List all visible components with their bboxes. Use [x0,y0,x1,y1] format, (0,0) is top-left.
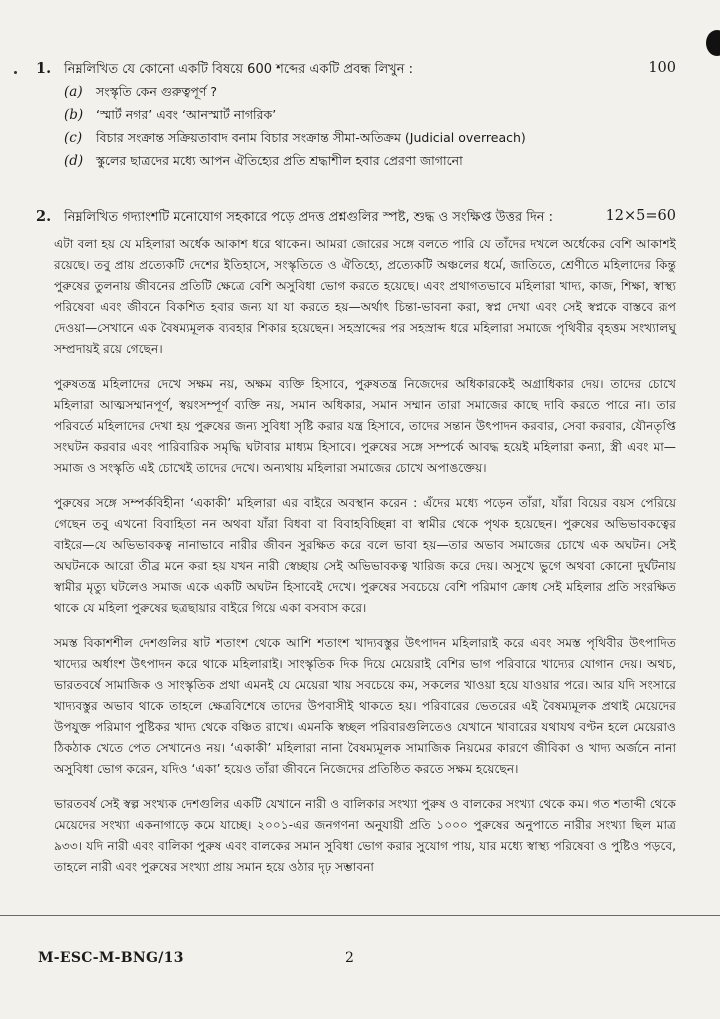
paper-code: M-ESC-M-BNG/13 [38,950,184,966]
question-1-prompt: নিম্নলিখিত যে কোনো একটি বিষয়ে 600 শব্দের একটি প্রবন্ধ লিখুন : [64,62,413,77]
binding-hole-mark [706,30,720,56]
passage-paragraph-4: সমস্ত বিকাশশীল দেশগুলির ষাট শতাংশ থেকে আশি শতাংশ খাদ্যবস্তুর উৎপাদন মহিলারাই করে এবং সমস্ত পৃথিবীর উৎপাদিত খাদ্যের অর্ধাংশ উৎপাদন করে থাকে মহিলারাই। সাংস্কৃতিক দিক দিয়ে মেয়েরাই বেশির ভাগ পরিবারে খাদ্যের যোগান দেয়। অথচ, ভারতবর্ষে সামাজিক ও সাংস্কৃতিক প্রথা এমনই যে মেয়েরা খায় সবচেয়ে কম, সকলের খাওয়া হয়ে যাওয়ার পরে। আর যদি সংসারে খাদ্যবস্তুর অভাব থাকে তাহলে ক্ষেত্রবিশেষে তাদের উপবাসীই থাকতে হয়। পরিবারের ভেতরের এই বৈষম্যমূলক প্রথাই মেয়েদের উপযুক্ত পরিমাণ পুষ্টিকর খাদ্য থেকে বঞ্চিত রাখে। এমনকি স্বচ্ছল পরিবারগুলিতেও যেখানে খাবারের যথাযথ বণ্টন হলে মেয়েরাও ঠিকঠাক খেতে পেত সেখানেও নয়। ‘একাকী’ মহিলারা নানা বৈষম্যমূলক সামাজিক নিয়মের কারণে জীবিকা ও খাদ্য অর্জনে নানা অসুবিধা ভোগ করেন, যদিও ‘একা’ হয়েও তাঁরা জীবনে নিজেদের প্রতিষ্ঠিত করতে সক্ষম হয়েছেন। [54,636,676,776]
option-c [64,128,676,148]
question-2-marks: 12×5=60 [605,208,676,224]
passage-paragraph-2: পুরুষতন্ত্র মহিলাদের দেখে সক্ষম নয়, অক্ষম ব্যক্তি হিসাবে, পুরুষতন্ত্র নিজেদের অধিকারকেই অগ্রাধিকার দেয়। তাদের চোখে মহিলারা আত্মসম্মানপূর্ণ, স্বয়ংসম্পূর্ণ ব্যক্তি নয়, সমান অধিকার, সমান সম্মান তারা সমাজের কাছে দাবি করতে পারে না। তার পরিবর্তে মহিলাদের দেখা হয় পুরুষের জন্য সুবিধা সৃষ্টি করার যন্ত্র হিসাবে, তাদের সন্তান উৎপাদন করবার, সেবা করবার, যৌনতৃপ্তি সংঘটন করবার এবং পারিবারিক সমৃদ্ধি ঘটাবার মাধ্যম হিসাবে। পুরুষের সঙ্গে সম্পর্কে আবদ্ধ হয়েই মহিলারা কন্যা, স্ত্রী এবং মা—সমাজ ও সংস্কৃতি এই চোখেই তাদের দেখে। অন্যথায় মহিলারা সমাজের চোখে অপাঙক্তেয়। [54,377,676,475]
question-1-marks: 100 [648,60,676,76]
option-c-text: বিচার সংক্রান্ত সক্রিয়তাবাদ বনাম বিচার সংক্রান্ত সীমা-অতিক্রম (Judicial overreach) [96,130,526,145]
option-a-text: সংস্কৃতি কেন গুরুত্বপূর্ণ ? [96,84,218,99]
option-b [64,105,676,125]
question-2-number: 2. [36,208,52,225]
question-1 [36,60,676,174]
option-d-text: স্কুলের ছাত্রদের মধ্যে আপন ঐতিহ্যের প্রতি শ্রদ্ধাশীল হবার প্রেরণা জাগানো [96,153,463,168]
option-d-label: (d) [64,153,84,169]
margin-dot [14,71,17,74]
option-a [64,82,676,102]
option-c-label: (c) [64,130,83,146]
option-b-text: ‘স্মার্ট নগর’ এবং ‘আনস্মার্ট নাগরিক’ [96,107,277,122]
option-d [64,151,676,171]
question-1-header [36,60,676,80]
option-a-label: (a) [64,84,83,100]
passage-paragraph-1: এটা বলা হয় যে মহিলারা অর্ধেক আকাশ ধরে থাকেন। আমরা জোরের সঙ্গে বলতে পারি যে তাঁদের দখলে অর্ধেকের বেশি আকাশই রয়েছে। তবু প্রায় প্রত্যেকটি দেশের ইতিহাসে, সংস্কৃতিতে ও ঐতিহ্যে, প্রত্যেকটি অঞ্চলের ধর্মে, জাতিতে, শ্রেণীতে মহিলাদের কিন্তু পুরুষের তুলনায় জীবনের প্রতিটি ক্ষেত্রে বেশি অসুবিধা ভোগ করতে হয়েছে। এবং প্রথাগতভাবে মহিলারা খাদ্য, কাজ, শিক্ষা, স্বাস্থ্য পরিষেবা এবং জীবনে বিকশিত হবার জন্য যা যা করতে হয়—অর্থাৎ চিন্তা-ভাবনা করা, স্বপ্ন দেখা এবং সেই স্বপ্নকে বাস্তবে রূপ দেওয়া—সেখানে এক বৈষম্যমূলক ব্যবহার শিকার হয়েছেন। সহস্রাব্দের পর সহস্রাব্দ ধরে মহিলারা সমাজে পৃথিবীর বৃহত্তম সংখ্যালঘু সম্প্রদায়ই রয়ে গেছেন। [54,237,676,356]
passage-paragraph-3: পুরুষের সঙ্গে সম্পর্কবিহীনা ‘একাকী’ মহিলারা এর বাইরে অবস্থান করেন : এঁদের মধ্যে পড়েন তাঁরা, যাঁরা বিয়ের বয়স পেরিয়ে গেছেন তবু এখনো বিবাহিতা নন অথবা যাঁরা বিধবা বা বিবাহবিচ্ছিন্না বা স্বামীর থেকে পৃথক হয়েছেন। পুরুষের অভিভাবকত্বের বাইরে—যে অভিভাবকত্ব নানাভাবে নারীর জীবন সুরক্ষিত করে বলে ভাবা হয়—তার অভাব সমাজের চোখে এক অঘটন। সেই অঘটনকে আরো তীব্র মনে করা হয় যখন নারী স্বেচ্ছায় সেই অভিভাবকত্ব খারিজ করে দেয়। অসুখে ভুগে অথবা কোনো দুর্ঘটনায় স্বামীর মৃত্যু ঘটলেও সমাজ একে একটি অঘটন হিসাবেই দেখে। পুরুষের সবচেয়ে বেশি পরিমাণ ক্রোধ সেই মহিলার প্রতি সংরক্ষিত থাকে যে মহিলা পুরুষের ছত্রছায়ার বাইরে গিয়ে একা বসবাস করে। [54,496,676,615]
passage [54,234,676,878]
question-1-options [64,82,676,171]
question-2-header [36,208,676,228]
question-2-prompt: নিম্নলিখিত গদ্যাংশটি মনোযোগ সহকারে পড়ে প্রদত্ত প্রশ্নগুলির স্পষ্ট, শুদ্ধ ও সংক্ষিপ্ত উত্তর দিন : [64,210,554,225]
page-number: 2 [345,950,354,966]
question-1-number: 1. [36,60,52,77]
question-2 [36,208,676,892]
footer-divider [0,915,720,916]
passage-paragraph-5: ভারতবর্ষ সেই স্বল্প সংখ্যক দেশগুলির একটি যেখানে নারী ও বালিকার সংখ্যা পুরুষ ও বালকের সংখ্যা থেকে কম। গত শতাব্দী থেকে মেয়েদের সংখ্যা একনাগাড়ে কমে যাচ্ছে। ২০০১-এর জনগণনা অনুযায়ী প্রতি ১০০০ পুরুষের অনুপাতে নারীর সংখ্যা ছিল মাত্র ৯৩৩। যদি নারী এবং বালিকা পুরুষ এবং বালকের সমান সুবিধা ভোগ করার সুযোগ পায়, যার মধ্যে স্বাস্থ্য পরিষেবা ও পুষ্টিও পড়বে, তাহলে নারী এবং পুরুষের সংখ্যা প্রায় সমান হয়ে ওঠার দৃঢ় সম্ভাবনা [54,797,676,874]
option-b-label: (b) [64,107,84,123]
